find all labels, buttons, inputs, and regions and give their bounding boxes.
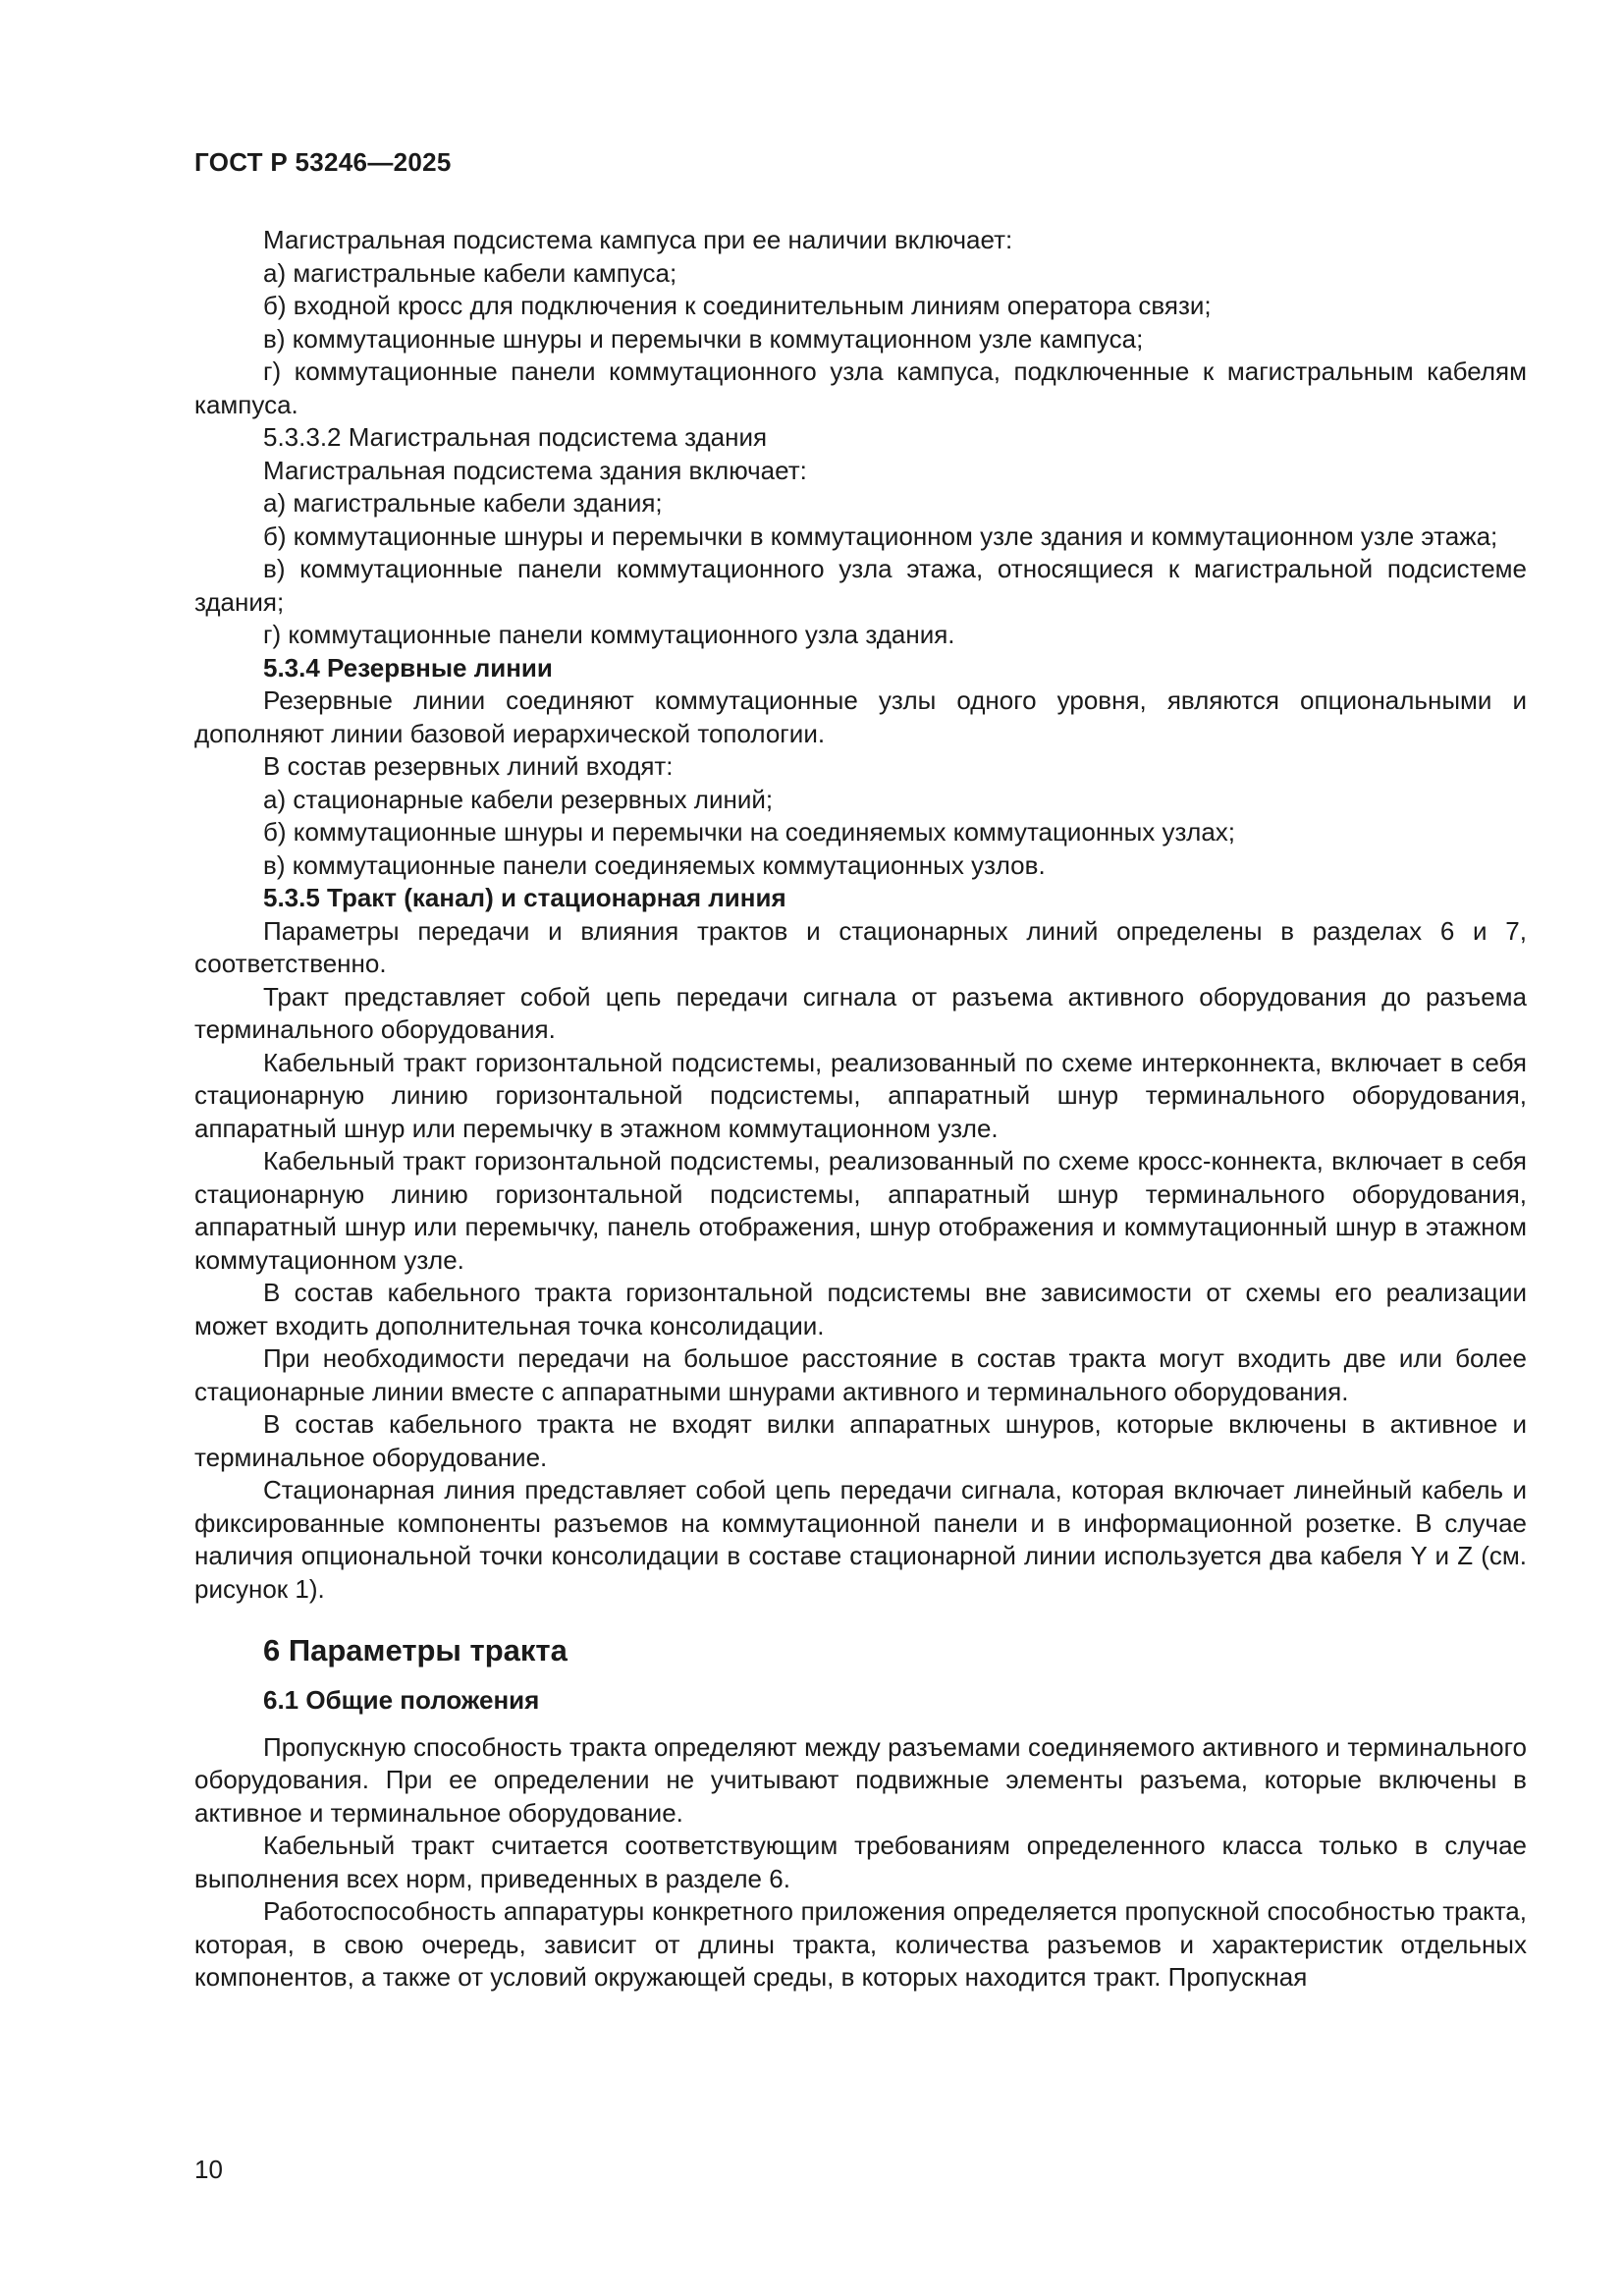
subsection-title: 6.1 Общие положения	[263, 1685, 540, 1715]
list-item: в) коммутационные панели коммутационного узла этажа, относящиеся к магистральной подсистеме здания;	[194, 554, 1527, 617]
paragraph: В состав кабельного тракта не входят вилки аппаратных шнуров, которые включены в активное и терминальное оборудование.	[194, 1409, 1527, 1472]
subsection-heading: 5.3.5 Тракт (канал) и стационарная линия	[263, 883, 786, 912]
paragraph: Работоспособность аппаратуры конкретного приложения определяется пропускной способностью тракта, которая, в свою очередь, зависит от длины тракта, количества разъемов и характеристик отдельных компонентов, а также от условий окружающей среды, в которых находится тракт. Пропускная	[194, 1896, 1527, 1992]
list-item: в) коммутационные шнуры и перемычки в коммутационном узле кампуса;	[263, 323, 1144, 354]
list-item: а) стационарные кабели резервных линий;	[263, 784, 774, 814]
document-header: ГОСТ Р 53246—2025	[194, 147, 452, 177]
paragraph: В состав кабельного тракта горизонтальной подсистемы вне зависимости от схемы его реализации может входить дополнительная точка консолидации.	[194, 1278, 1527, 1340]
paragraph: Кабельный тракт горизонтальной подсистемы, реализованный по схеме интерконнекта, включает в себя стационарную линию горизонтальной подсистемы, аппаратный шнур терминального оборудования, аппаратный шнур или перемычку в этажном коммутационном узле.	[194, 1047, 1527, 1143]
list-item: а) магистральные кабели кампуса;	[263, 257, 677, 288]
subsection-heading: 5.3.4 Резервные линии	[263, 652, 553, 683]
list-item: б) коммутационные шнуры и перемычки на соединяемых коммутационных узлах;	[263, 817, 1236, 847]
list-item: б) коммутационные шнуры и перемычки в коммутационном узле здания и коммутационном узле этажа;	[263, 520, 1498, 551]
list-item: г) коммутационные панели коммутационного узла кампуса, подключенные к магистральным кабелям кампуса.	[194, 356, 1527, 419]
paragraph: Параметры передачи и влияния трактов и стационарных линий определены в разделах 6 и 7, соответственно.	[194, 915, 1527, 978]
clause-heading: 5.3.3.2 Магистральная подсистема здания	[263, 422, 768, 452]
paragraph: Магистральная подсистема кампуса при ее наличии включает:	[263, 225, 1013, 254]
list-item: в) коммутационные панели соединяемых коммутационных узлов.	[263, 849, 1046, 880]
page-number: 10	[194, 2155, 223, 2184]
paragraph: В состав резервных линий входят:	[263, 751, 674, 781]
paragraph: Пропускную способность тракта определяют между разъемами соединяемого активного и терминального оборудования. При ее определении не учитывают подвижные элементы разъема, которые включены в активное и терминальное оборудование.	[194, 1731, 1527, 1828]
list-item: а) магистральные кабели здания;	[263, 488, 663, 518]
section-title: 6 Параметры тракта	[263, 1633, 568, 1667]
paragraph: Кабельный тракт горизонтальной подсистемы, реализованный по схеме кросс-коннекта, включает в себя стационарную линию горизонтальной подсистемы, аппаратный шнур терминального оборудования, аппаратный шнур или перемычку, панель отображения, шнур отображения и коммутационный шнур в этажном коммутационном узле.	[194, 1146, 1527, 1275]
paragraph: Кабельный тракт считается соответствующим требованиям определенного класса только в случае выполнения всех норм, приведенных в разделе 6.	[194, 1831, 1527, 1893]
paragraph: При необходимости передачи на большое расстояние в состав тракта могут входить две или более стационарные линии вместе с аппаратными шнурами активного и терминального оборудования.	[194, 1343, 1527, 1406]
document-body	[194, 224, 1527, 1995]
paragraph: Резервные линии соединяют коммутационные узлы одного уровня, являются опциональными и дополняют линии базовой иерархической топологии.	[194, 685, 1527, 748]
paragraph: Стационарная линия представляет собой цепь передачи сигнала, которая включает линейный кабель и фиксированные компоненты разъемов на коммутационной панели и в информационной розетке. В случае наличия опциональной точки консолидации в составе стационарной линии используется два кабеля Y и Z (см. рисунок 1).	[194, 1475, 1527, 1604]
paragraph: Тракт представляет собой цепь передачи сигнала от разъема активного оборудования до разъема терминального оборудования.	[194, 981, 1527, 1044]
list-item: б) входной кросс для подключения к соединительным линиям оператора связи;	[263, 291, 1212, 320]
paragraph: Магистральная подсистема здания включает:	[263, 455, 807, 485]
list-item: г) коммутационные панели коммутационного узла здания.	[263, 620, 955, 649]
